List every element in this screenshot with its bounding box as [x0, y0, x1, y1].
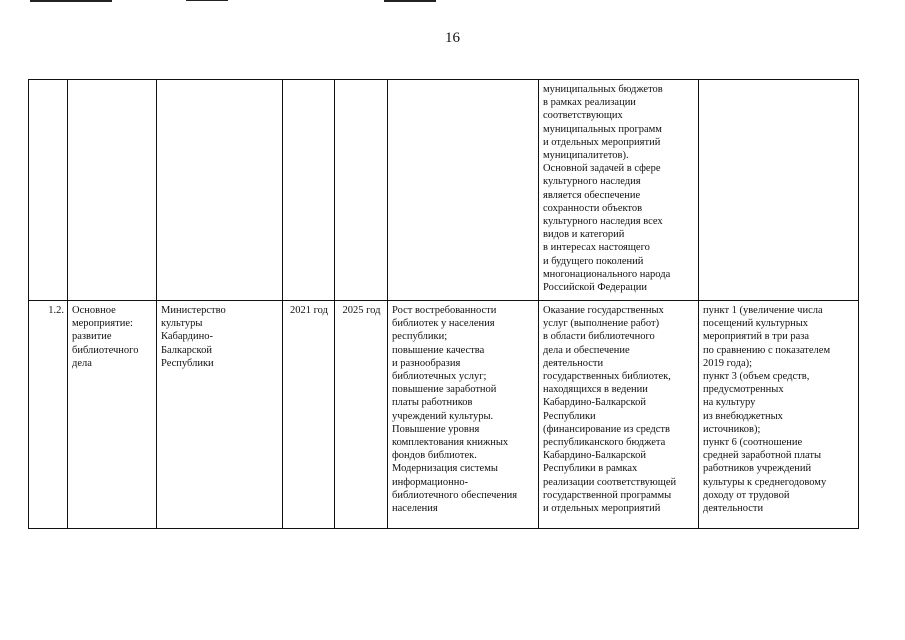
start-year-cell: 2021 год — [283, 301, 335, 529]
table-cell — [699, 80, 859, 301]
expected-result-cell: Рост востребованности библиотек у населения республики; повышение качества и разнообразия библиотечных услуг; повышение заработной платы работников учреждений культуры. Повышение уровня комплектования книжных фондов библиотек. Модернизация системы информационно- библиотечного обеспечения населения — [388, 301, 539, 529]
scan-artifact-line — [30, 0, 112, 2]
end-year-cell: 2025 год — [335, 301, 388, 529]
table-row-continued — [29, 80, 859, 301]
table-cell — [29, 80, 68, 301]
executor-cell: Министерство культуры Кабардино- Балкарской Республики — [157, 301, 283, 529]
scan-artifact-line — [384, 0, 436, 2]
table-cell — [283, 80, 335, 301]
table-row-1-2 — [29, 301, 859, 529]
table-cell — [157, 80, 283, 301]
table-cell — [388, 80, 539, 301]
page-number: 16 — [445, 30, 460, 46]
program-activities-table — [28, 79, 859, 529]
scan-artifact-line — [186, 0, 228, 1]
table-cell — [335, 80, 388, 301]
indicators-cell: пункт 1 (увеличение числа посещений культурных мероприятий в три раза по сравнению с показателем 2019 года); пункт 3 (объем средств, предусмотренных на культуру из внебюджетных источников); пункт 6 (соотношение средней заработной платы работников учреждений культуры к среднегодовому доходу от трудовой деятельности — [699, 301, 859, 529]
main-directions-continued-cell: муниципальных бюджетов в рамках реализации соответствующих муниципальных программ и отдельных мероприятий муниципалитетов). Основной задачей в сфере культурного наследия является обеспечение сохранности объектов культурного наследия всех видов и категорий в интересах настоящего и будущего поколений многонационального народа Российской Федерации — [539, 80, 699, 301]
row-number-cell: 1.2. — [29, 301, 68, 529]
activity-name-cell: Основное мероприятие: развитие библиотечного дела — [68, 301, 157, 529]
main-directions-cell: Оказание государственных услуг (выполнение работ) в области библиотечного дела и обеспечение деятельности государственных библиотек, находящихся в ведении Кабардино-Балкарской Республики (финансирование из средств республиканского бюджета Кабардино-Балкарской Республики в рамках реализации соответствующей государственной программы и отдельных мероприятий — [539, 301, 699, 529]
table-cell — [68, 80, 157, 301]
